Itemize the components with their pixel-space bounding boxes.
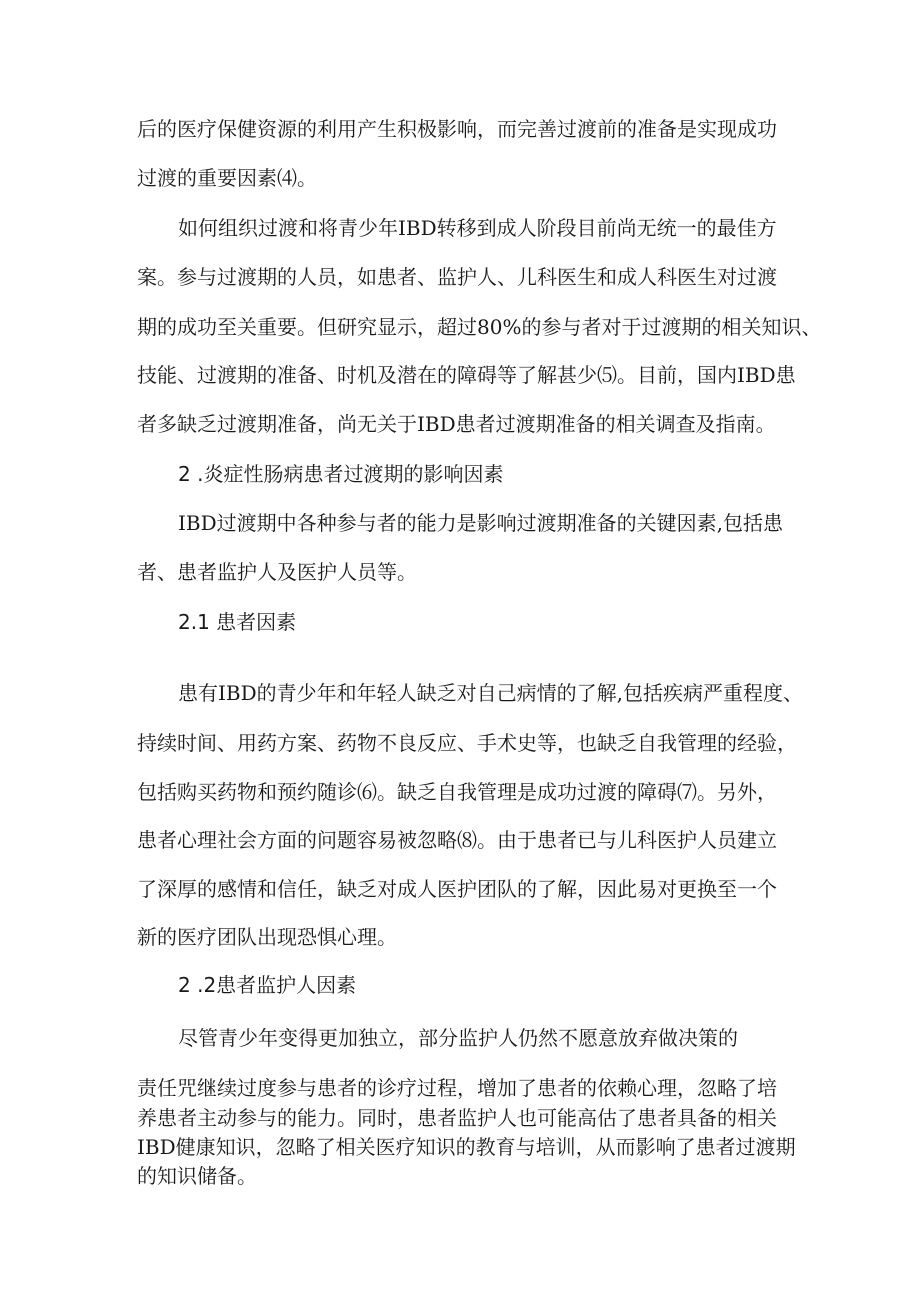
paragraph-line: 的知识储备。 — [137, 1164, 257, 1188]
paragraph-line: IBD过渡期中各种参与者的能力是影响过渡期准备的关键因素,包括患 — [178, 511, 783, 535]
paragraph-line: 期的成功至关重要。但研究显示，超过80%的参与者对于过渡期的相关知识、 — [137, 315, 822, 339]
subsection-heading: 2.1 患者因素 — [178, 610, 297, 634]
paragraph-line: 患有IBD的青少年和年轻人缺乏对自己病情的了解,包括疾病严重程度、 — [178, 681, 803, 705]
paragraph-line: 技能、过渡期的准备、时机及潜在的障碍等了解甚少⑸。目前，国内IBD患 — [137, 363, 796, 387]
paragraph-line: 过渡的重要因素⑷。 — [137, 166, 317, 190]
paragraph-line: 持续时间、用药方案、药物不良反应、手术史等，也缺乏自我管理的经验， — [137, 731, 797, 755]
paragraph-line: 尽管青少年变得更加独立，部分监护人仍然不愿意放弃做决策的 — [178, 1026, 738, 1050]
paragraph-line: 如何组织过渡和将青少年IBD转移到成人阶段目前尚无统一的最佳方 — [178, 216, 777, 240]
paragraph-line: 后的医疗保健资源的利用产生积极影响，而完善过渡前的准备是实现成功 — [137, 117, 777, 141]
paragraph-line: 了深厚的感情和信任，缺乏对成人医护团队的了解，因此易对更换至一个 — [137, 877, 777, 901]
paragraph-line: 新的医疗团队出现恐惧心理。 — [137, 925, 397, 949]
paragraph-line: 者、患者监护人及医护人员等。 — [137, 560, 417, 584]
paragraph-line: 养患者主动参与的能力。同时，患者监护人也可能高估了患者具备的相关 — [137, 1106, 777, 1130]
paragraph-line: 责任咒继续过度参与患者的诊疗过程，增加了患者的依赖心理，忽略了培 — [137, 1076, 777, 1100]
paragraph-line: 包括购买药物和预约随诊⑹。缺乏自我管理是成功过渡的障碍⑺。另外， — [137, 780, 777, 804]
section-heading: 2 .炎症性肠病患者过渡期的影响因素 — [178, 462, 504, 486]
paragraph-line: 案。参与过渡期的人员，如患者、监护人、儿科医生和成人科医生对过渡 — [137, 265, 777, 289]
subsection-heading: 2 .2患者监护人因素 — [178, 973, 357, 997]
paragraph-line: 者多缺乏过渡期准备，尚无关于IBD患者过渡期准备的相关调查及指南。 — [137, 412, 776, 436]
paragraph-line: IBD健康知识，忽略了相关医疗知识的教育与培训，从而影响了患者过渡期 — [137, 1135, 796, 1159]
paragraph-line: 患者心理社会方面的问题容易被忽略⑻。由于患者已与儿科医护人员建立 — [137, 828, 777, 852]
